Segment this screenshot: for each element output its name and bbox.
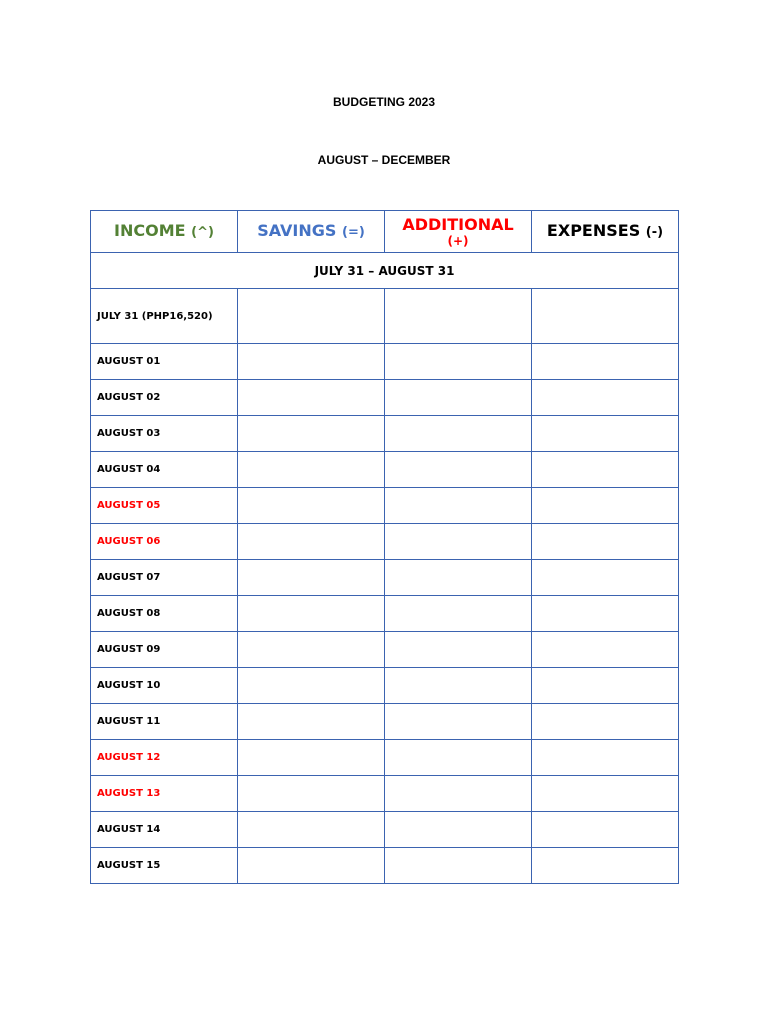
- row-date-label: AUGUST 09: [91, 632, 238, 668]
- income-header-label: INCOME: [114, 221, 186, 240]
- expenses-cell[interactable]: [532, 560, 679, 596]
- savings-cell[interactable]: [238, 524, 385, 560]
- savings-header: [238, 211, 385, 253]
- row-date-label: AUGUST 01: [91, 344, 238, 380]
- row-date-label: AUGUST 05: [91, 488, 238, 524]
- additional-cell[interactable]: [385, 812, 532, 848]
- row-date-label: AUGUST 02: [91, 380, 238, 416]
- expenses-cell[interactable]: [532, 632, 679, 668]
- additional-cell[interactable]: [385, 380, 532, 416]
- expenses-cell[interactable]: [532, 596, 679, 632]
- savings-cell[interactable]: [238, 380, 385, 416]
- additional-cell[interactable]: [385, 704, 532, 740]
- additional-cell[interactable]: [385, 289, 532, 344]
- table-row: [91, 289, 679, 344]
- table-row: [91, 848, 679, 884]
- document-title: BUDGETING 2023: [332, 95, 436, 109]
- additional-header-label: ADDITIONAL: [402, 215, 514, 234]
- additional-cell[interactable]: [385, 488, 532, 524]
- income-header: [91, 211, 238, 253]
- additional-cell[interactable]: [385, 848, 532, 884]
- additional-cell[interactable]: [385, 560, 532, 596]
- row-date-label: AUGUST 08: [91, 596, 238, 632]
- savings-header-label: SAVINGS: [257, 221, 337, 240]
- row-date-label: AUGUST 07: [91, 560, 238, 596]
- additional-header: [385, 211, 532, 253]
- expenses-cell[interactable]: [532, 740, 679, 776]
- table-row: [91, 416, 679, 452]
- row-date-label: AUGUST 15: [91, 848, 238, 884]
- row-date-label: AUGUST 06: [91, 524, 238, 560]
- savings-cell[interactable]: [238, 452, 385, 488]
- table-row: [91, 812, 679, 848]
- expenses-cell[interactable]: [532, 344, 679, 380]
- expenses-cell[interactable]: [532, 668, 679, 704]
- table-row: [91, 560, 679, 596]
- savings-cell[interactable]: [238, 488, 385, 524]
- additional-cell[interactable]: [385, 344, 532, 380]
- savings-cell[interactable]: [238, 416, 385, 452]
- savings-cell[interactable]: [238, 776, 385, 812]
- row-date-label: AUGUST 03: [91, 416, 238, 452]
- row-date-label: AUGUST 10: [91, 668, 238, 704]
- period-label: JULY 31 – AUGUST 31: [91, 253, 679, 289]
- row-date-label: AUGUST 12: [91, 740, 238, 776]
- savings-cell[interactable]: [238, 668, 385, 704]
- expenses-header: [532, 211, 679, 253]
- savings-cell[interactable]: [238, 289, 385, 344]
- row-date-label: AUGUST 11: [91, 704, 238, 740]
- savings-cell[interactable]: [238, 560, 385, 596]
- additional-cell[interactable]: [385, 668, 532, 704]
- table-row: [91, 632, 679, 668]
- additional-header-symbol: (+): [447, 234, 469, 248]
- savings-cell[interactable]: [238, 848, 385, 884]
- income-header-symbol: (^): [191, 225, 214, 240]
- expenses-cell[interactable]: [532, 776, 679, 812]
- savings-cell[interactable]: [238, 704, 385, 740]
- expenses-cell[interactable]: [532, 289, 679, 344]
- expenses-cell[interactable]: [532, 812, 679, 848]
- additional-cell[interactable]: [385, 596, 532, 632]
- expenses-cell[interactable]: [532, 524, 679, 560]
- row-date-label: JULY 31 (PHP16,520): [91, 289, 238, 344]
- table-row: [91, 668, 679, 704]
- table-row: [91, 488, 679, 524]
- expenses-cell[interactable]: [532, 452, 679, 488]
- expenses-cell[interactable]: [532, 380, 679, 416]
- row-date-label: AUGUST 13: [91, 776, 238, 812]
- additional-cell[interactable]: [385, 740, 532, 776]
- row-date-label: AUGUST 14: [91, 812, 238, 848]
- savings-cell[interactable]: [238, 596, 385, 632]
- additional-cell[interactable]: [385, 416, 532, 452]
- row-date-label: AUGUST 04: [91, 452, 238, 488]
- table-row: [91, 740, 679, 776]
- additional-cell[interactable]: [385, 452, 532, 488]
- savings-cell[interactable]: [238, 632, 385, 668]
- table-row: [91, 524, 679, 560]
- expenses-cell[interactable]: [532, 416, 679, 452]
- header-row: [91, 211, 679, 253]
- table-row: [91, 380, 679, 416]
- additional-cell[interactable]: [385, 776, 532, 812]
- expenses-cell[interactable]: [532, 488, 679, 524]
- expenses-cell[interactable]: [532, 848, 679, 884]
- table-row: [91, 704, 679, 740]
- savings-cell[interactable]: [238, 344, 385, 380]
- additional-cell[interactable]: [385, 632, 532, 668]
- savings-header-symbol: (=): [342, 225, 365, 240]
- additional-cell[interactable]: [385, 524, 532, 560]
- budget-table: [90, 210, 679, 884]
- table-row: [91, 776, 679, 812]
- period-row: [91, 253, 679, 289]
- document-subtitle: AUGUST – DECEMBER: [317, 153, 451, 167]
- table-row: [91, 344, 679, 380]
- savings-cell[interactable]: [238, 812, 385, 848]
- expenses-cell[interactable]: [532, 704, 679, 740]
- table-row: [91, 452, 679, 488]
- savings-cell[interactable]: [238, 740, 385, 776]
- expenses-header-label: EXPENSES: [546, 221, 641, 240]
- table-row: [91, 596, 679, 632]
- expenses-header-symbol: (-): [645, 225, 664, 240]
